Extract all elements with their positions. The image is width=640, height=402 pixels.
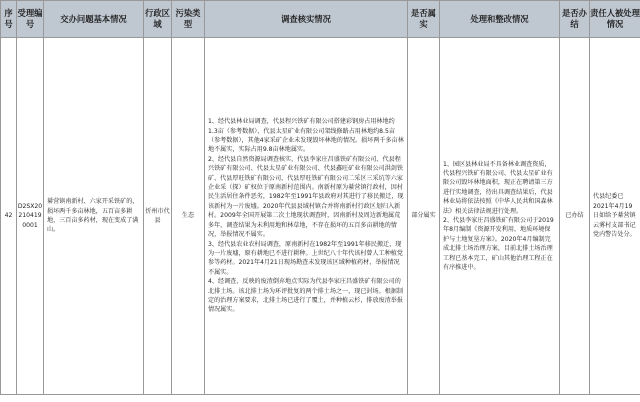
header-concluded: 是否办结 [560, 1, 590, 38]
cell-investigation [205, 38, 408, 395]
header-id: 受理编号 [17, 1, 44, 38]
cell-seq: 42 [1, 38, 17, 395]
handling-paragraph-1: 1、园区县林业局不具备林业调查资质，代县程兴铁矿有限公司、代县太星矿业有限公司毁坏林地面积，现正在聘请第三方进行实地调查，待出具调查结果后，代县林业局将依法按照《中华人民共和国森林法》相关法律法规进行处理。 [443, 160, 553, 215]
investigation-paragraph-3: 3、经代县农业农村局调查，原南新村在1982年至1991年移民搬迁，现为一片废墟，原有耕地已不进行耕种。上世纪八十年代该村曾人工种植党参等药材。2021年4月21日现场勘查未发现该区域种植药材，举报情况不属实。 [208, 240, 403, 276]
table-row [1, 38, 640, 395]
cell-accountability: 代县纪委已2021年4月19日如给予綦营镇云雾村支部书记党内警告处分。 [590, 38, 640, 395]
header-seq: 序号 [1, 1, 17, 38]
cell-issue: 綦营镇南新村、六家开采铁矿的，损坏两千多亩林地，五百亩多耕地，三百亩多药材，现在变成了满山。 [44, 38, 144, 395]
table-header-row [1, 1, 640, 38]
cell-concluded: 已办结 [560, 38, 590, 395]
cell-type: 生态 [172, 38, 205, 395]
header-issue: 交办问题基本情况 [44, 1, 144, 38]
investigation-paragraph-4: 4、经调查，反映的废渣倒弃地点实际为代县李家庄昌盛铁矿有限公司的北排土场。该北排土场为环评批复的两个排土场之一，现已封场。根据制定的治理方案要求，北排土场已进行了覆土，并种植云杉，排放废渣举报情况属实。 [208, 278, 403, 314]
header-investigation: 调查核实情况 [205, 1, 408, 38]
header-verified: 是否属实 [408, 1, 440, 38]
header-handling: 处理和整改情况 [440, 1, 560, 38]
header-accountability: 责任人被处理情况 [590, 1, 640, 38]
investigation-paragraph-2: 2、经代县自然资源局调查核实，代县李家庄昌盛铁矿有限公司、代县程兴铁矿有限公司、代县太星矿业有限公司、代县鑫旺矿业有限公司洪剑铁矿、代县厚旺铁矿有限公司、代县厚旺铁矿有限公司二采区三采坑等六家企业采（探）矿权位于原南新村范围内。南新村原为綦营镇行政村，因村民生活居住条件恶劣，1982年至1991年县政府对其进行了移民搬迁，现该新村为一片废墟。2020年代县县域村镇合并将南新村行政区划归入新村。2009年全国开展第二次土地现状调查时，因南新村及周边新地属荒多年，调查结果为未利用地和林草地，不存在损坏的五百多亩耕地的情况，举报情况不属实。 [208, 155, 404, 239]
investigation-paragraph-1: 1、经代县林业局调查，代县程兴铁矿有限公司搭建彩钢房占用林地约1.3亩（参考数据），代县太星矿业有限公司架线修路占用林地约8.5亩（参考数据），其他4家采矿企业未发现毁坏林地的情况。损坏两千多亩林地不属实，实际占用9.8亩林地属实。 [208, 118, 404, 154]
header-region: 行政区域 [144, 1, 172, 38]
header-type: 污染类型 [172, 1, 205, 38]
cell-verified: 部分属实 [408, 38, 440, 395]
cell-handling [440, 38, 560, 395]
cell-id: D2SX202104190001 [17, 38, 44, 395]
cell-region: 忻州市代县 [144, 38, 172, 395]
handling-paragraph-2: 2、代县李家庄昌盛铁矿有限公司于2019年8月编制《资源开发利用、地质环境保护与土地复垦方案》。2020年4月编制完成北排土场治理方案，目前北排土场治理工程已基本完工，矿山其他治理工程正在有序推进中。 [443, 217, 554, 272]
